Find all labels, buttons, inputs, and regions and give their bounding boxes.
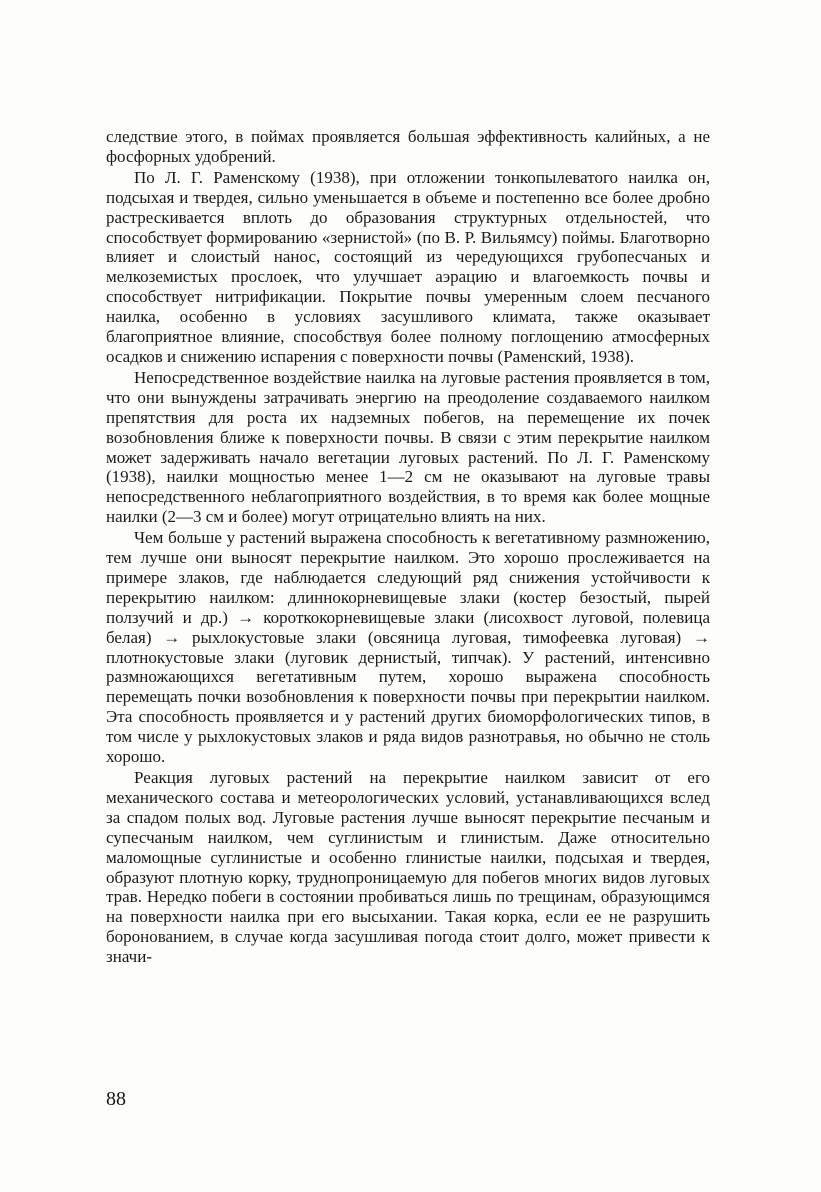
paragraph-ramensky-silt: По Л. Г. Раменскому (1938), при отложении тонкопылеватого наилка он, подсыхая и твердея, сильно уменьшается в объеме и постепенно все более дробно растрескивается вплоть до образования структурных отдельностей, что способствует формированию «зернистой» (по В. Р. Вильямсу) поймы. Благотворно влияет и слоистый нанос, состоящий из чередующихся грубопесчаных и мелкоземистых прослоек, что улучшает аэрацию и влагоемкость почвы и способствует нитрификации. Покрытие почвы умеренным слоем песчаного наилка, особенно в условиях засушливого климата, также оказывает благоприятное влияние, способствуя более полному поглощению атмосферных осадков и снижению испарения с поверхности почвы (Раменский, 1938). [106, 167, 710, 366]
page-number: 88 [106, 1088, 126, 1110]
paragraph-plant-reaction: Реакция луговых растений на перекрытие наилком зависит от его механического состава и метеорологических условий, устанавливающихся вслед за спадом полых вод. Луговые растения лучше выносят перекрытие песчаным и супесчаным наилком, чем суглинистым и глинистым. Даже относительно маломощные суглинистые и особенно глинистые наилки, подсыхая и твердея, образуют плотную корку, труднопроницаемую для побегов многих видов луговых трав. Нередко побеги в состоянии пробиваться лишь по трещинам, образующимся на поверхности наилка при его высыхании. Такая корка, если ее не разрушить боронованием, в случае когда засушливая погода стоит долго, может привести к значи- [106, 768, 710, 967]
paragraph-vegetative-reproduction: Чем больше у растений выражена способность к вегетативному размножению, тем лучше они выносят перекрытие наилком. Это хорошо прослеживается на примере злаков, где наблюдается следующий ряд снижения устойчивости к перекрытию наилком: длиннокорневищевые злаки (костер безостый, пырей ползучий и др.) → короткокорневищевые злаки (лисохвост луговой, полевица белая) → рыхлокустовые злаки (овсяница луговая, тимофеевка луговая) → плотнокустовые злаки (луговик дернистый, типчак). У растений, интенсивно размножающихся вегетативным путем, хорошо выражена способность перемещать почки возобновления к поверхности почвы при перекрытии наилком. Эта способность проявляется и у растений других биоморфологических типов, в том числе у рыхлокустовых злаков и ряда видов разнотравья, но обычно не столь хорошо. [106, 528, 710, 767]
paragraph-direct-impact: Непосредственное воздействие наилка на луговые растения проявляется в том, что они вынуждены затрачивать энергию на преодоление создаваемого наилком препятствия для роста их надземных побегов, на перемещение их почек возобновления ближе к поверхности почвы. В связи с этим перекрытие наилком может задерживать начало вегетации луговых растений. По Л. Г. Раменскому (1938), наилки мощностью менее 1—2 см не оказывают на луговые травы непосредственного неблагоприятного воздействия, в то время как более мощные наилки (2—3 см и более) могут отрицательно влиять на них. [106, 367, 710, 527]
paragraph-continuation: следствие этого, в поймах проявляется большая эффективность калийных, а не фосфорных удобрений. [106, 127, 710, 166]
body-text [106, 127, 710, 967]
